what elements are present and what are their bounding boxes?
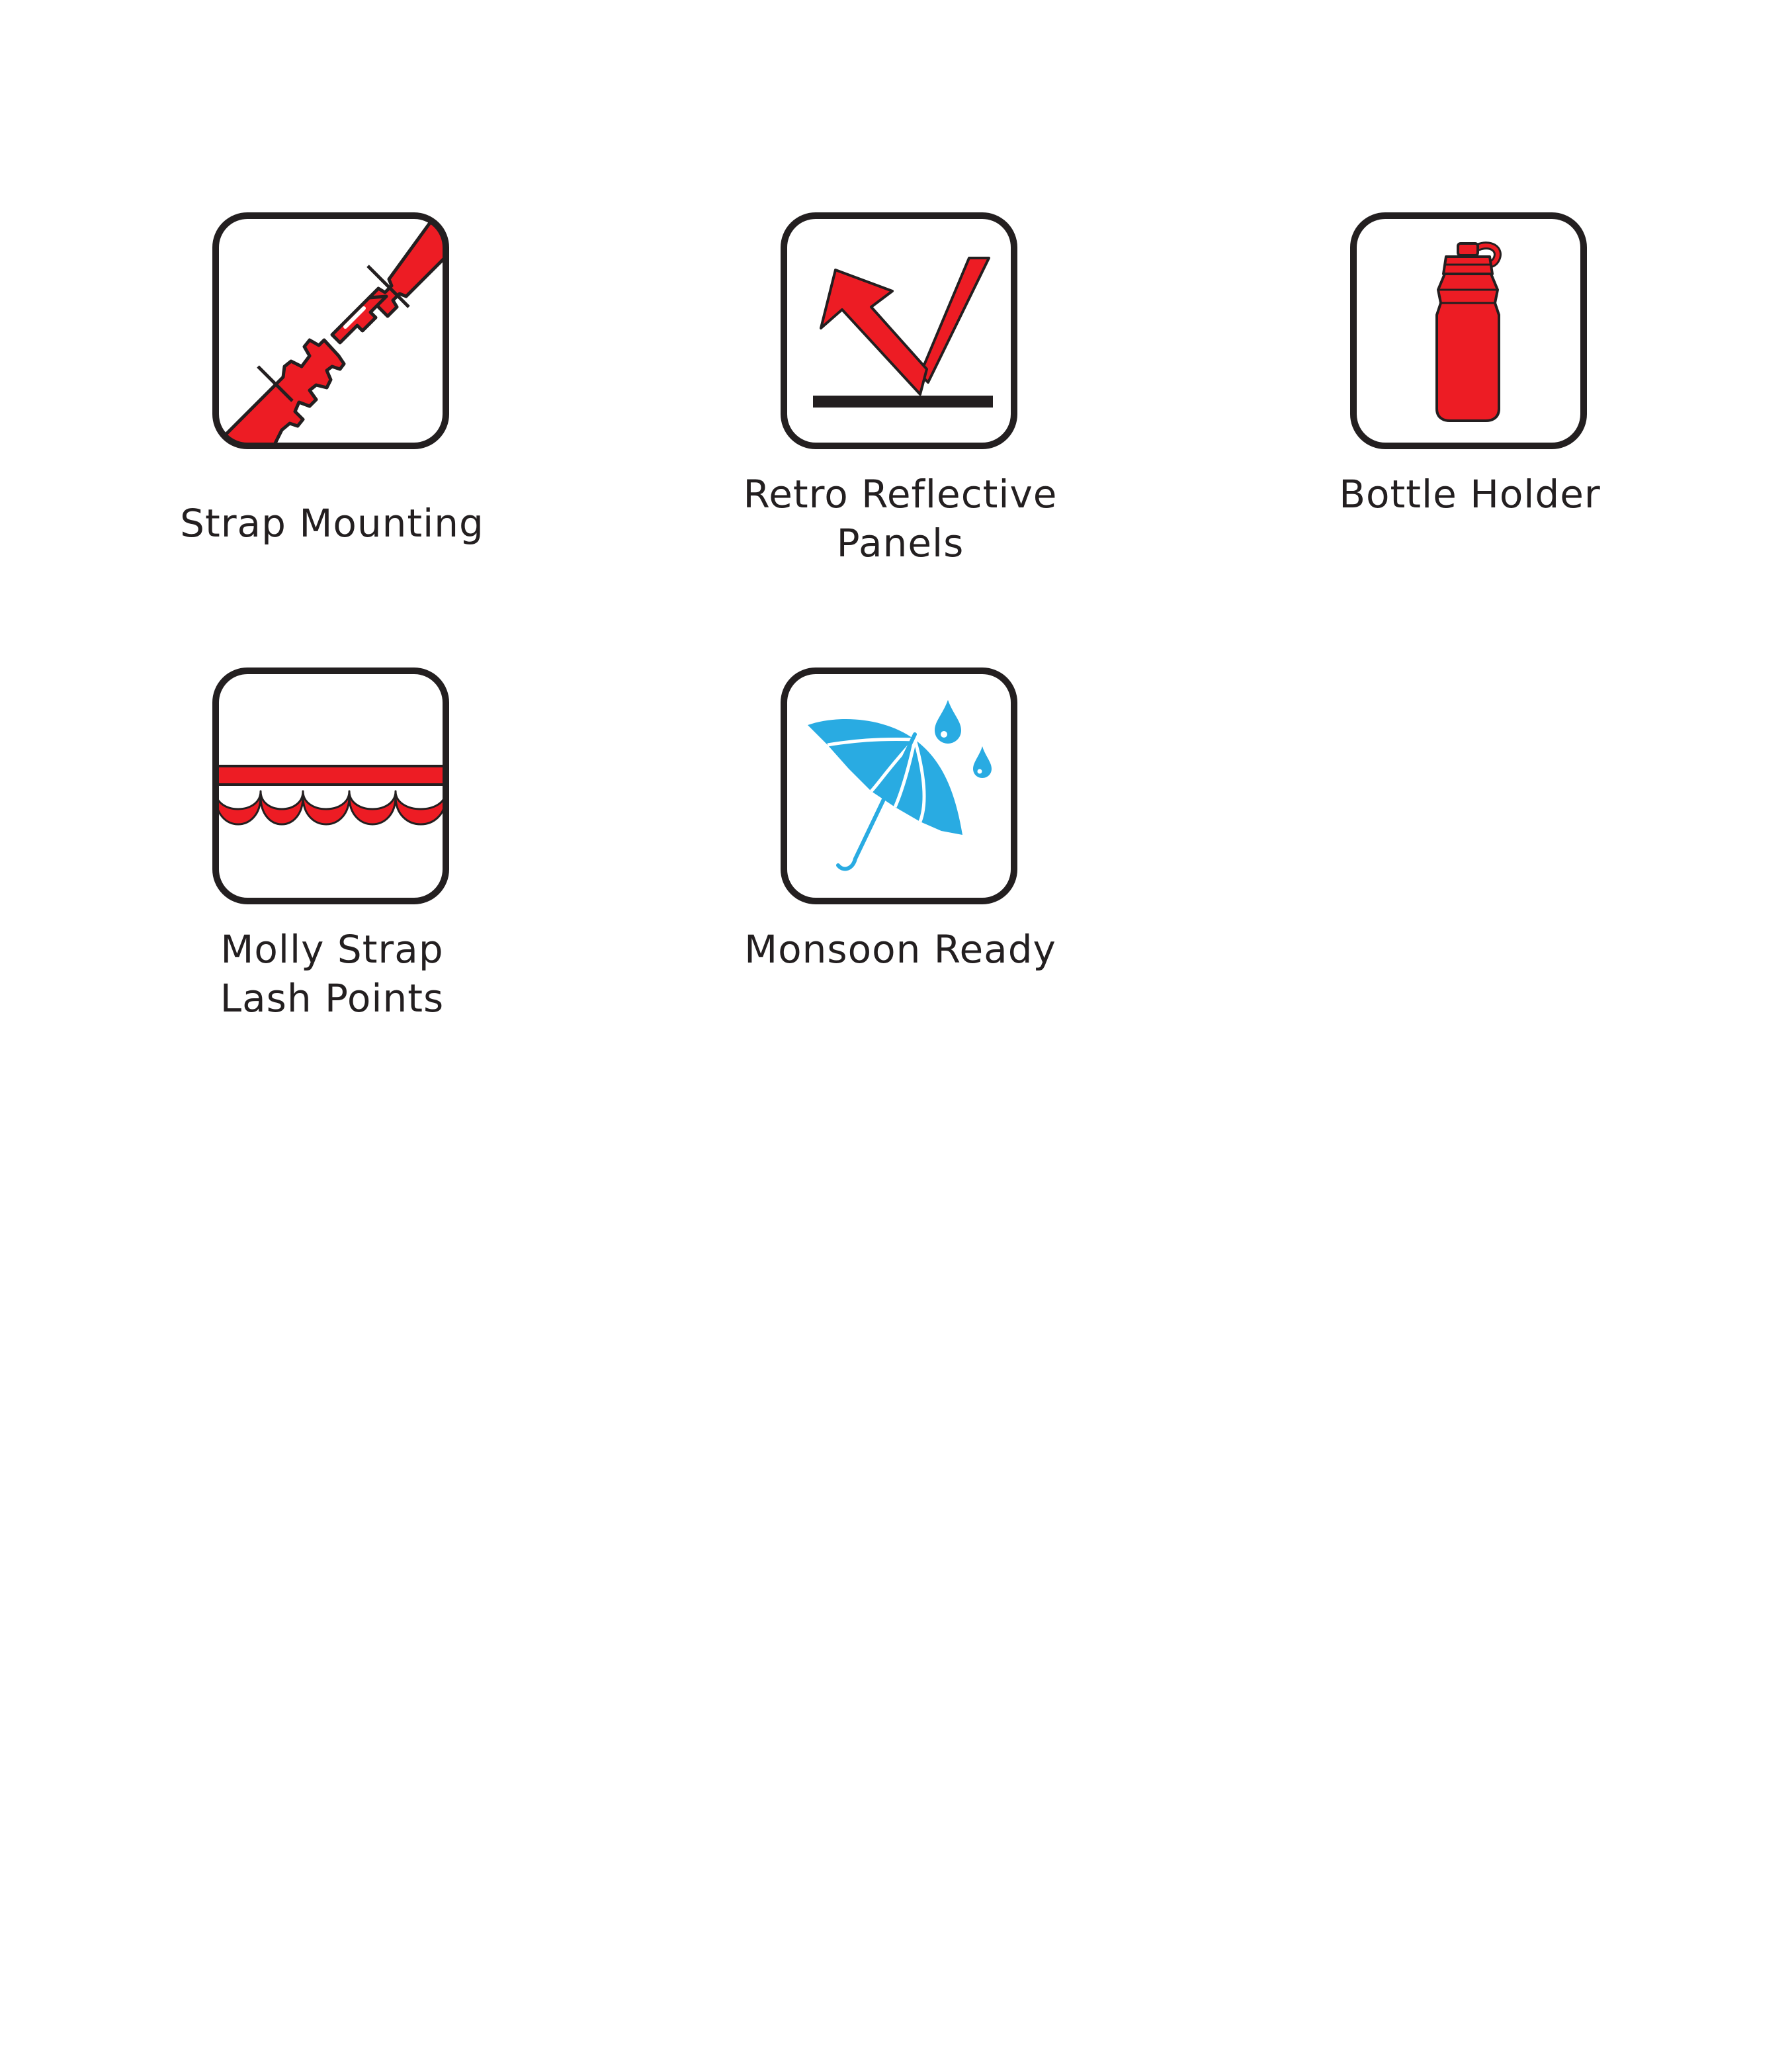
feature-label	[1285, 470, 1655, 519]
feature-label	[715, 470, 1086, 568]
feature-monsoon-ready	[715, 666, 1086, 1129]
umbrella-rain-icon	[779, 666, 1019, 906]
label-line: Molly Strap	[220, 927, 444, 972]
feature-label	[715, 925, 1086, 974]
feature-label	[147, 925, 517, 1023]
reflective-arrow-icon	[779, 210, 1019, 451]
label-line: Retro Reflective	[743, 472, 1058, 517]
feature-label	[147, 499, 517, 548]
label-line: Lash Points	[220, 976, 445, 1021]
bottle-icon	[1348, 210, 1589, 451]
buckle-icon	[210, 210, 451, 451]
label-line: Panels	[836, 521, 964, 566]
molle-webbing-icon	[210, 666, 451, 906]
label-line: Monsoon Ready	[744, 927, 1056, 972]
label-line: Strap Mounting	[180, 501, 484, 546]
feature-bottle-holder	[1285, 210, 1655, 673]
label-line: Bottle Holder	[1339, 472, 1601, 517]
feature-retro-reflective	[715, 210, 1086, 673]
feature-molly-strap	[147, 666, 517, 1129]
feature-strap-mounting	[147, 210, 517, 673]
